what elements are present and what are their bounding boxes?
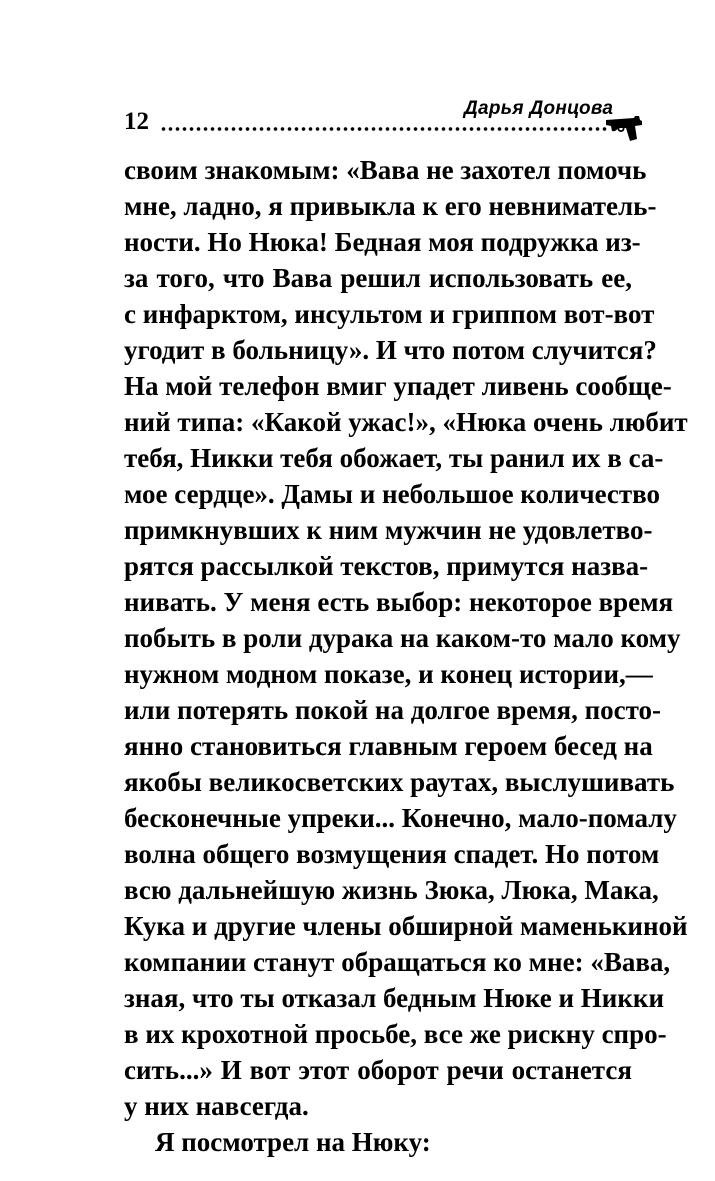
running-head-author: Дарья Донцова xyxy=(464,98,614,119)
text-line: сить...» И вот этот оборот речи останется xyxy=(124,1055,632,1085)
text-line: нивать. У меня есть выбор: некоторое время xyxy=(124,587,674,617)
text-line: угодит в больницу». И что потом случится? xyxy=(124,335,657,365)
text-line: ности. Но Нюка! Бедная моя подружка из- xyxy=(124,227,641,257)
text-line: примкнувших к ним мужчин не удовлетво- xyxy=(124,515,653,545)
text-line: или потерять покой на долгое время, посто- xyxy=(124,695,662,725)
text-line: с инфарктом, инсультом и гриппом вот-вот xyxy=(124,299,655,329)
text-line: ний типа: «Какой ужас!», «Нюка очень любит xyxy=(124,407,688,437)
text-line: у них навсегда. xyxy=(124,1091,309,1121)
text-line: якобы великосветских раутах, выслушивать xyxy=(124,767,675,797)
text-line: янно становиться главным героем бесед на xyxy=(124,731,653,761)
text-line: зная, что ты отказал бедным Нюке и Никки xyxy=(124,983,665,1013)
text-line: бесконечные упреки... Конечно, мало-помалу xyxy=(124,803,677,833)
text-line: мое сердце». Дамы и небольшое количество xyxy=(124,479,661,509)
text-line: в их крохотной просьбе, все же рискну спро- xyxy=(124,1019,667,1049)
text-line: волна общего возмущения спадет. Но потом xyxy=(124,839,660,869)
text-line: за того, что Вава решил использовать ее, xyxy=(124,263,632,293)
pistol-icon xyxy=(604,114,644,144)
page-number: 12 xyxy=(124,108,149,135)
text-line: рятся рассылкой текстов, примутся назва- xyxy=(124,551,649,581)
dot-leader xyxy=(160,126,608,132)
text-line: тебя, Никки тебя обожает, ты ранил их в са- xyxy=(124,443,664,473)
text-line: всю дальнейшую жизнь Зюка, Люка, Мака, xyxy=(124,875,659,905)
text-line: компании станут обращаться ко мне: «Вава, xyxy=(124,947,671,977)
text-line: побыть в роли дурака на каком-то мало кому xyxy=(124,623,681,653)
text-line: Я посмотрел на Нюку: xyxy=(155,1127,431,1157)
text-line: мне, ладно, я привыкла к его невниматель- xyxy=(124,191,657,221)
text-line: своим знакомым: «Вава не захотел помочь xyxy=(124,155,647,185)
page-header xyxy=(124,98,644,146)
text-line: нужном модном показе, и конец истории,— xyxy=(124,659,653,689)
body-text xyxy=(124,152,688,1160)
text-line: Кука и другие члены обширной маменькиной xyxy=(124,911,688,941)
text-line: На мой телефон вмиг упадет ливень сообще- xyxy=(124,371,672,401)
